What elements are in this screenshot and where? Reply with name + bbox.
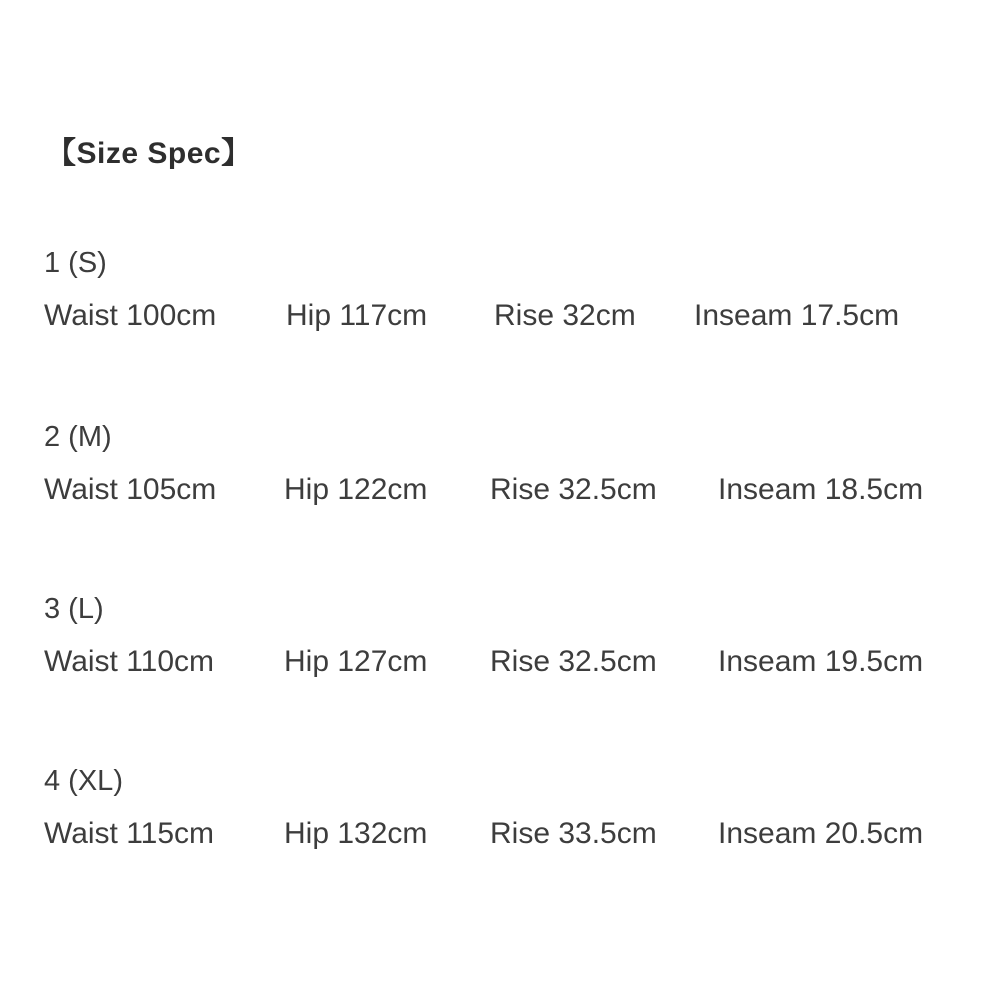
measurement-hip: Hip 132cm	[284, 816, 428, 850]
measurement-row	[44, 299, 974, 333]
measurement-row	[44, 473, 974, 507]
size-label: 4 (XL)	[44, 765, 123, 797]
measurement-inseam: Inseam 19.5cm	[718, 644, 924, 678]
measurement-waist: Waist 100cm	[44, 298, 217, 332]
size-entry-2	[44, 420, 974, 507]
size-entry-1	[44, 246, 974, 333]
measurement-hip: Hip 117cm	[286, 298, 428, 332]
measurement-hip: Hip 122cm	[284, 472, 428, 506]
measurement-inseam: Inseam 17.5cm	[694, 298, 900, 332]
measurement-inseam: Inseam 18.5cm	[718, 472, 924, 506]
measurement-rise: Rise 32cm	[494, 298, 636, 332]
measurement-row	[44, 645, 974, 679]
size-label: 1 (S)	[44, 247, 107, 279]
measurement-rise: Rise 32.5cm	[490, 644, 657, 678]
size-label: 3 (L)	[44, 593, 104, 625]
measurement-inseam: Inseam 20.5cm	[718, 816, 924, 850]
measurement-waist: Waist 105cm	[44, 472, 217, 506]
size-entry-3	[44, 592, 974, 679]
measurement-rise: Rise 32.5cm	[490, 472, 657, 506]
size-entry-4	[44, 764, 974, 851]
measurement-waist: Waist 110cm	[44, 644, 215, 678]
size-label: 2 (M)	[44, 421, 112, 453]
measurement-rise: Rise 33.5cm	[490, 816, 657, 850]
measurement-waist: Waist 115cm	[44, 816, 215, 850]
measurement-row	[44, 817, 974, 851]
page-title: 【Size Spec】	[46, 137, 252, 170]
measurement-hip: Hip 127cm	[284, 644, 428, 678]
